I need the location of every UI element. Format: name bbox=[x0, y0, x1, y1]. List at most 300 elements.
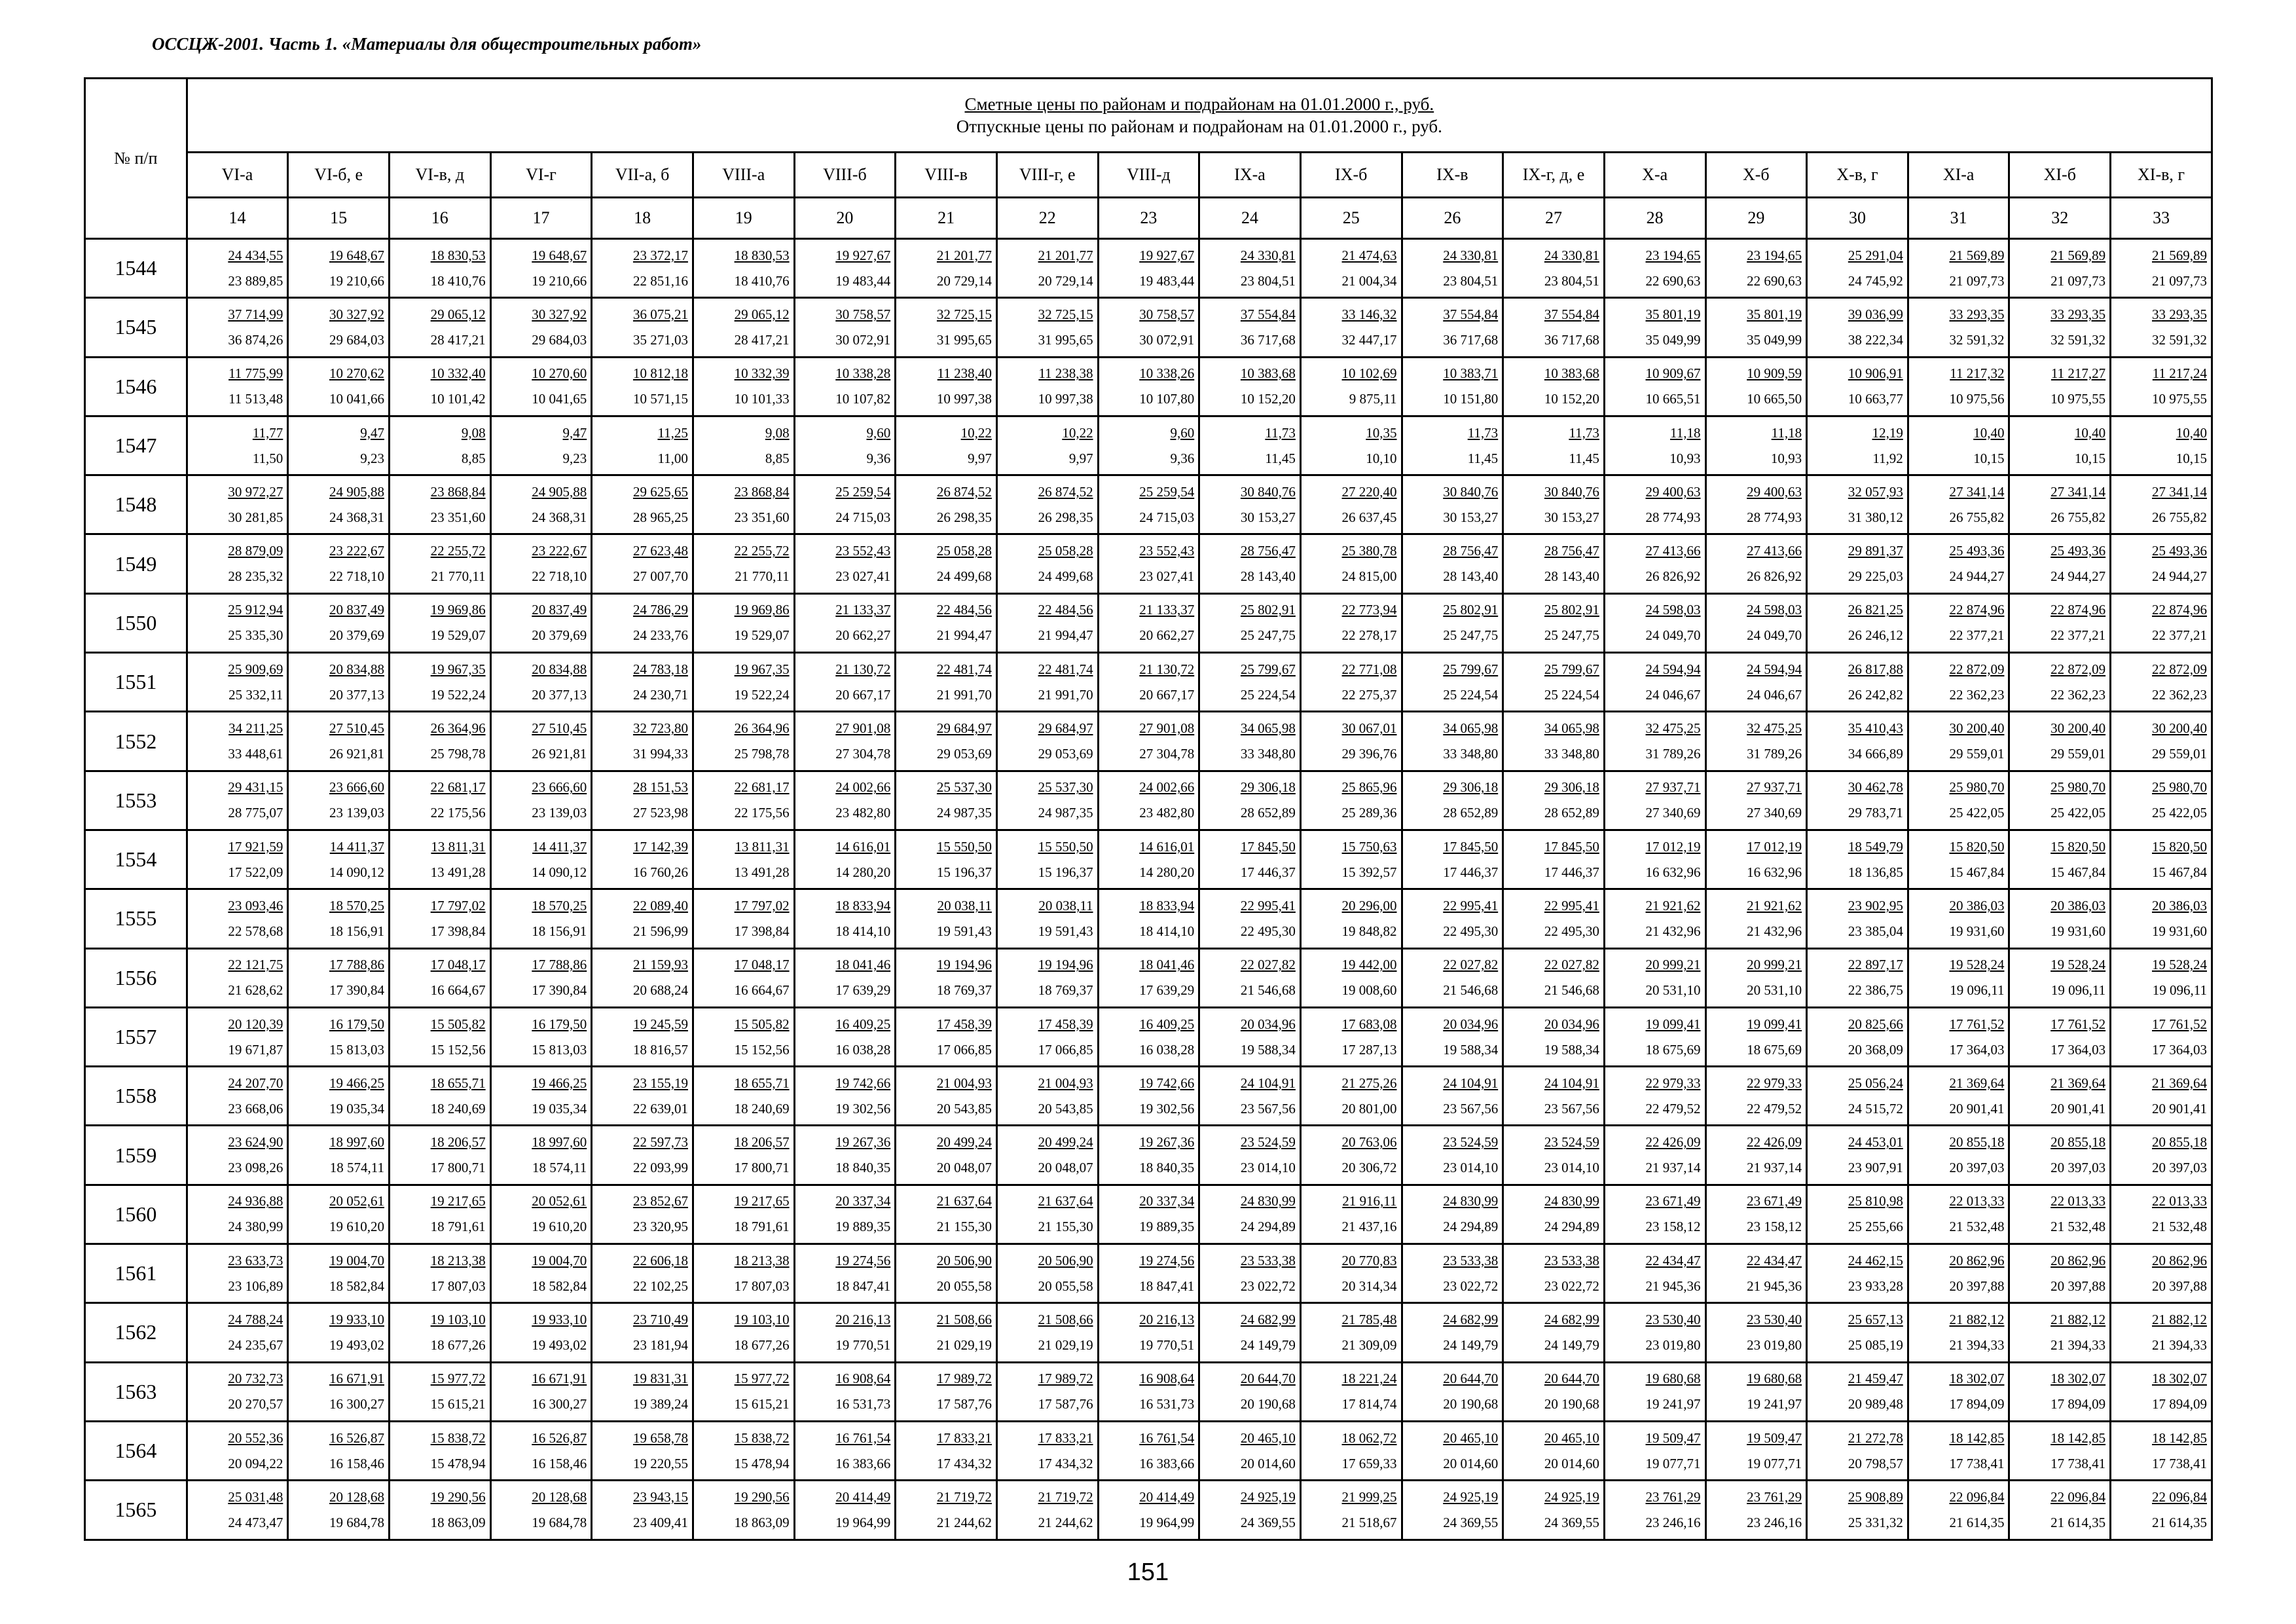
release-price: 23 158,12 bbox=[1747, 1219, 1802, 1235]
estimate-price: 25 980,70 bbox=[2050, 779, 2106, 796]
price-cell bbox=[187, 357, 288, 416]
price-cell bbox=[2111, 712, 2212, 771]
price-cell bbox=[1402, 889, 1503, 948]
price-cell bbox=[1300, 534, 1402, 593]
release-price: 10 975,55 bbox=[2050, 391, 2106, 407]
price-cell bbox=[389, 948, 490, 1007]
release-price: 23 139,03 bbox=[532, 805, 587, 821]
release-price: 21 991,70 bbox=[1038, 686, 1093, 703]
price-cell bbox=[1807, 948, 1908, 1007]
release-price: 20 397,88 bbox=[2152, 1278, 2207, 1294]
estimate-price: 19 004,70 bbox=[532, 1252, 587, 1268]
price-cell bbox=[693, 1481, 794, 1540]
estimate-price: 19 194,96 bbox=[936, 957, 992, 973]
estimate-price: 22 606,18 bbox=[632, 1252, 688, 1268]
estimate-price: 26 817,88 bbox=[1848, 661, 1903, 677]
release-price: 20 379,69 bbox=[532, 627, 587, 644]
estimate-price: 24 598,03 bbox=[1645, 602, 1701, 618]
release-price: 19 964,99 bbox=[1139, 1514, 1195, 1530]
row-number: 1546 bbox=[85, 357, 187, 416]
release-price: 17 434,32 bbox=[936, 1455, 992, 1471]
estimate-price: 23 671,49 bbox=[1645, 1193, 1701, 1209]
estimate-price: 22 013,33 bbox=[2152, 1193, 2207, 1209]
price-cell bbox=[2009, 475, 2111, 534]
price-cell bbox=[1402, 1362, 1503, 1421]
estimate-price: 22 096,84 bbox=[2050, 1488, 2106, 1505]
release-price: 20 379,69 bbox=[329, 627, 384, 644]
release-price: 36 717,68 bbox=[1240, 331, 1296, 348]
estimate-price: 32 723,80 bbox=[632, 720, 688, 737]
estimate-price: 10 270,62 bbox=[329, 365, 384, 382]
release-price: 22 495,30 bbox=[1240, 923, 1296, 939]
price-cell bbox=[592, 298, 693, 357]
table-row bbox=[85, 1421, 2212, 1480]
estimate-price: 27 901,08 bbox=[835, 720, 891, 737]
estimate-price: 33 293,35 bbox=[2050, 306, 2106, 322]
estimate-price: 23 194,65 bbox=[1645, 247, 1701, 263]
price-cell bbox=[794, 416, 896, 475]
estimate-price: 24 453,01 bbox=[1848, 1134, 1903, 1151]
price-cell bbox=[1604, 771, 1705, 830]
release-price: 19 096,11 bbox=[2050, 982, 2106, 999]
release-price: 24 944,27 bbox=[2152, 568, 2207, 585]
price-cell bbox=[1807, 653, 1908, 712]
release-price: 25 224,54 bbox=[1443, 686, 1499, 703]
price-cell bbox=[592, 534, 693, 593]
table-row bbox=[85, 830, 2212, 889]
estimate-price: 22 255,72 bbox=[430, 543, 486, 559]
price-cell bbox=[592, 889, 693, 948]
estimate-price: 25 058,28 bbox=[1038, 543, 1093, 559]
release-price: 21 004,34 bbox=[1341, 272, 1397, 289]
price-cell bbox=[1503, 1067, 1605, 1126]
release-price: 11 513,48 bbox=[228, 391, 283, 407]
estimate-price: 16 526,87 bbox=[329, 1430, 384, 1446]
price-cell bbox=[693, 1067, 794, 1126]
release-price: 20 314,34 bbox=[1341, 1278, 1397, 1294]
release-price: 11,50 bbox=[252, 450, 283, 466]
estimate-price: 26 364,96 bbox=[430, 720, 486, 737]
district-header: VIII-в bbox=[896, 153, 997, 198]
page-number: 151 bbox=[1127, 1559, 1169, 1586]
estimate-price: 22 481,74 bbox=[1038, 661, 1093, 677]
table-row bbox=[85, 1185, 2212, 1244]
release-price: 25 422,05 bbox=[2152, 805, 2207, 821]
estimate-price: 27 937,71 bbox=[1645, 779, 1701, 796]
estimate-price: 20 644,70 bbox=[1443, 1371, 1499, 1387]
release-price: 15 615,21 bbox=[734, 1396, 790, 1412]
release-price: 24 499,68 bbox=[936, 568, 992, 585]
estimate-price: 10 383,71 bbox=[1443, 365, 1499, 382]
price-cell bbox=[389, 357, 490, 416]
estimate-price: 17 833,21 bbox=[1038, 1430, 1093, 1446]
table-title bbox=[187, 79, 2212, 153]
price-cell bbox=[187, 1481, 288, 1540]
price-cell bbox=[1402, 534, 1503, 593]
release-price: 19 964,99 bbox=[835, 1514, 891, 1530]
estimate-price: 24 936,88 bbox=[228, 1193, 283, 1209]
release-price: 20 014,60 bbox=[1240, 1455, 1296, 1471]
estimate-price: 18 041,46 bbox=[1139, 957, 1195, 973]
release-price: 17 800,71 bbox=[430, 1160, 486, 1176]
price-cell bbox=[1705, 1481, 1807, 1540]
release-price: 27 304,78 bbox=[1139, 746, 1195, 762]
district-header: Х-в, г bbox=[1807, 153, 1908, 198]
price-cell bbox=[1300, 948, 1402, 1007]
release-price: 25 331,32 bbox=[1848, 1514, 1903, 1530]
estimate-price: 22 434,47 bbox=[1747, 1252, 1802, 1268]
release-price: 17 659,33 bbox=[1341, 1455, 1397, 1471]
price-cell bbox=[1098, 357, 1199, 416]
release-price: 9,97 bbox=[968, 450, 992, 466]
release-price: 27 340,69 bbox=[1645, 805, 1701, 821]
estimate-price: 30 840,76 bbox=[1240, 483, 1296, 500]
estimate-price: 21 719,72 bbox=[936, 1488, 992, 1505]
estimate-price: 23 372,17 bbox=[632, 247, 688, 263]
release-price: 20 270,57 bbox=[228, 1396, 283, 1412]
release-price: 22 578,68 bbox=[228, 923, 283, 939]
release-price: 19 671,87 bbox=[228, 1041, 283, 1058]
release-price: 18 156,91 bbox=[329, 923, 384, 939]
price-cell bbox=[288, 1481, 390, 1540]
estimate-price: 23 633,73 bbox=[228, 1252, 283, 1268]
estimate-price: 19 274,56 bbox=[1139, 1252, 1195, 1268]
release-price: 30 153,27 bbox=[1443, 509, 1499, 525]
price-cell bbox=[2111, 239, 2212, 298]
release-price: 20 397,03 bbox=[2050, 1160, 2106, 1176]
release-price: 19 302,56 bbox=[835, 1100, 891, 1116]
release-price: 16 531,73 bbox=[1139, 1396, 1195, 1412]
estimate-price: 10 102,69 bbox=[1341, 365, 1397, 382]
price-cell bbox=[592, 1244, 693, 1303]
column-number: 27 bbox=[1503, 198, 1605, 239]
release-price: 20 014,60 bbox=[1544, 1455, 1599, 1471]
release-price: 26 298,35 bbox=[1038, 509, 1093, 525]
price-cell bbox=[389, 1481, 490, 1540]
release-price: 20 901,41 bbox=[1949, 1100, 2005, 1116]
estimate-price: 23 710,49 bbox=[632, 1311, 688, 1327]
estimate-price: 18 221,24 bbox=[1341, 1371, 1397, 1387]
price-cell bbox=[2009, 948, 2111, 1007]
estimate-price: 19 194,96 bbox=[1038, 957, 1093, 973]
release-price: 19 522,24 bbox=[734, 686, 790, 703]
estimate-price: 24 925,19 bbox=[1544, 1488, 1599, 1505]
price-cell bbox=[288, 1303, 390, 1362]
estimate-price: 18 142,85 bbox=[2152, 1430, 2207, 1446]
release-price: 23 933,28 bbox=[1848, 1278, 1903, 1294]
release-price: 21 394,33 bbox=[2152, 1337, 2207, 1353]
price-cell bbox=[693, 298, 794, 357]
estimate-price: 19 267,36 bbox=[835, 1134, 891, 1151]
estimate-price: 20 763,06 bbox=[1341, 1134, 1397, 1151]
price-cell bbox=[2009, 771, 2111, 830]
release-price: 11,92 bbox=[1872, 450, 1903, 466]
estimate-price: 25 799,67 bbox=[1443, 661, 1499, 677]
price-cell bbox=[389, 1421, 490, 1480]
release-price: 19 588,34 bbox=[1443, 1041, 1499, 1058]
price-cell bbox=[1199, 357, 1301, 416]
estimate-price: 19 217,65 bbox=[734, 1193, 790, 1209]
table-row bbox=[85, 771, 2212, 830]
price-cell bbox=[1300, 653, 1402, 712]
price-cell bbox=[693, 1303, 794, 1362]
price-cell bbox=[996, 1067, 1098, 1126]
table-row bbox=[85, 948, 2212, 1007]
release-price: 9 875,11 bbox=[1349, 391, 1397, 407]
release-price: 29 053,69 bbox=[936, 746, 992, 762]
estimate-price: 25 056,24 bbox=[1848, 1075, 1903, 1091]
district-header: XI-б bbox=[2009, 153, 2111, 198]
release-price: 23 482,80 bbox=[1139, 805, 1195, 821]
estimate-price: 20 506,90 bbox=[1038, 1252, 1093, 1268]
estimate-price: 24 104,91 bbox=[1443, 1075, 1499, 1091]
release-price: 8,85 bbox=[461, 450, 486, 466]
release-price: 17 390,84 bbox=[532, 982, 587, 999]
price-cell bbox=[693, 1185, 794, 1244]
estimate-price: 18 997,60 bbox=[329, 1134, 384, 1151]
price-cell bbox=[1604, 1007, 1705, 1066]
price-cell bbox=[389, 416, 490, 475]
estimate-price: 33 146,32 bbox=[1341, 306, 1397, 322]
release-price: 19 241,97 bbox=[1645, 1396, 1701, 1412]
release-price: 24 944,27 bbox=[2050, 568, 2106, 585]
price-cell bbox=[1604, 239, 1705, 298]
price-cell bbox=[288, 889, 390, 948]
price-cell bbox=[1807, 1185, 1908, 1244]
price-cell bbox=[996, 357, 1098, 416]
release-price: 18 791,61 bbox=[430, 1219, 486, 1235]
price-cell bbox=[896, 1244, 997, 1303]
price-cell bbox=[389, 1067, 490, 1126]
estimate-price: 16 761,54 bbox=[835, 1430, 891, 1446]
price-cell bbox=[1300, 357, 1402, 416]
release-price: 28 417,21 bbox=[430, 331, 486, 348]
release-price: 31 995,65 bbox=[1038, 331, 1093, 348]
price-cell bbox=[187, 239, 288, 298]
estimate-price: 10 906,91 bbox=[1848, 365, 1903, 382]
price-cell bbox=[1604, 653, 1705, 712]
price-cell bbox=[2009, 534, 2111, 593]
release-price: 15 467,84 bbox=[2152, 864, 2207, 880]
price-cell bbox=[1807, 889, 1908, 948]
estimate-price: 22 771,08 bbox=[1341, 661, 1397, 677]
release-price: 21 596,99 bbox=[632, 923, 688, 939]
release-price: 22 851,16 bbox=[632, 272, 688, 289]
column-number: 29 bbox=[1705, 198, 1807, 239]
release-price: 19 035,34 bbox=[329, 1100, 384, 1116]
estimate-price: 27 341,14 bbox=[1949, 483, 2005, 500]
release-price: 36 717,68 bbox=[1443, 331, 1499, 348]
estimate-price: 29 400,63 bbox=[1645, 483, 1701, 500]
release-price: 27 340,69 bbox=[1747, 805, 1802, 821]
estimate-price: 20 837,49 bbox=[329, 602, 384, 618]
release-price: 10 665,51 bbox=[1645, 391, 1701, 407]
price-cell bbox=[1098, 889, 1199, 948]
price-cell bbox=[187, 475, 288, 534]
release-price: 26 755,82 bbox=[2152, 509, 2207, 525]
release-price: 22 377,21 bbox=[2152, 627, 2207, 644]
release-price: 29 684,03 bbox=[532, 331, 587, 348]
price-cell bbox=[187, 1185, 288, 1244]
price-cell bbox=[1402, 1481, 1503, 1540]
column-number: 28 bbox=[1604, 198, 1705, 239]
estimate-price: 20 337,34 bbox=[835, 1193, 891, 1209]
release-price: 19 770,51 bbox=[1139, 1337, 1195, 1353]
price-cell bbox=[1503, 416, 1605, 475]
release-price: 19 889,35 bbox=[1139, 1219, 1195, 1235]
release-price: 24 499,68 bbox=[1038, 568, 1093, 585]
release-price: 21 945,36 bbox=[1645, 1278, 1701, 1294]
release-price: 21 097,73 bbox=[2152, 272, 2207, 289]
price-cell bbox=[1705, 1007, 1807, 1066]
estimate-price: 15 505,82 bbox=[734, 1016, 790, 1032]
estimate-price: 36 075,21 bbox=[632, 306, 688, 322]
release-price: 22 495,30 bbox=[1544, 923, 1599, 939]
release-price: 19 241,97 bbox=[1747, 1396, 1802, 1412]
price-cell bbox=[1908, 771, 2009, 830]
price-cell bbox=[187, 1244, 288, 1303]
release-price: 29 053,69 bbox=[1038, 746, 1093, 762]
price-cell bbox=[1908, 948, 2009, 1007]
estimate-price: 23 533,38 bbox=[1443, 1252, 1499, 1268]
release-price: 20 377,13 bbox=[532, 686, 587, 703]
estimate-price: 17 788,86 bbox=[329, 957, 384, 973]
row-number: 1550 bbox=[85, 593, 187, 652]
price-cell bbox=[794, 1303, 896, 1362]
release-price: 28 774,93 bbox=[1747, 509, 1802, 525]
release-price: 22 278,17 bbox=[1341, 627, 1397, 644]
estimate-price: 19 969,86 bbox=[430, 602, 486, 618]
estimate-price: 20 552,36 bbox=[228, 1430, 283, 1446]
estimate-price: 30 758,57 bbox=[1139, 306, 1195, 322]
release-price: 23 019,80 bbox=[1645, 1337, 1701, 1353]
release-price: 32 591,32 bbox=[1949, 331, 2005, 348]
estimate-price: 25 537,30 bbox=[936, 779, 992, 796]
row-number: 1560 bbox=[85, 1185, 187, 1244]
price-cell bbox=[693, 1244, 794, 1303]
price-cell bbox=[187, 1067, 288, 1126]
release-price: 21 546,68 bbox=[1544, 982, 1599, 999]
estimate-price: 25 657,13 bbox=[1848, 1311, 1903, 1327]
price-cell bbox=[896, 1067, 997, 1126]
release-price: 28 652,89 bbox=[1240, 805, 1296, 821]
release-price: 29 684,03 bbox=[329, 331, 384, 348]
column-number: 26 bbox=[1402, 198, 1503, 239]
release-price: 22 102,25 bbox=[632, 1278, 688, 1294]
release-price: 10 975,56 bbox=[1949, 391, 2005, 407]
release-price: 18 582,84 bbox=[532, 1278, 587, 1294]
district-header: Х-а bbox=[1604, 153, 1705, 198]
estimate-price: 25 980,70 bbox=[1949, 779, 2005, 796]
release-price: 18 675,69 bbox=[1645, 1041, 1701, 1058]
price-cell bbox=[1300, 830, 1402, 889]
row-number: 1552 bbox=[85, 712, 187, 771]
price-cell bbox=[288, 534, 390, 593]
price-cell bbox=[2009, 712, 2111, 771]
release-price: 17 364,03 bbox=[2152, 1041, 2207, 1058]
price-cell bbox=[1908, 475, 2009, 534]
release-price: 30 153,27 bbox=[1544, 509, 1599, 525]
release-price: 24 515,72 bbox=[1848, 1100, 1903, 1116]
release-price: 18 240,69 bbox=[734, 1100, 790, 1116]
estimate-price: 25 909,69 bbox=[228, 661, 283, 677]
price-cell bbox=[1604, 475, 1705, 534]
release-price: 20 798,57 bbox=[1848, 1455, 1903, 1471]
column-number: 16 bbox=[389, 198, 490, 239]
price-cell bbox=[996, 593, 1098, 652]
price-cell bbox=[389, 830, 490, 889]
estimate-price: 19 680,68 bbox=[1645, 1371, 1701, 1387]
release-price: 18 840,35 bbox=[835, 1160, 891, 1176]
estimate-price: 17 048,17 bbox=[430, 957, 486, 973]
price-cell bbox=[1300, 1244, 1402, 1303]
release-price: 23 019,80 bbox=[1747, 1337, 1802, 1353]
release-price: 16 158,46 bbox=[532, 1455, 587, 1471]
estimate-price: 20 296,00 bbox=[1341, 897, 1397, 913]
price-cell bbox=[996, 1185, 1098, 1244]
estimate-price: 29 431,15 bbox=[228, 779, 283, 796]
estimate-price: 11,18 bbox=[1670, 424, 1701, 441]
column-number: 30 bbox=[1807, 198, 1908, 239]
estimate-price: 9,60 bbox=[866, 424, 891, 441]
price-cell bbox=[592, 1421, 693, 1480]
estimate-price: 22 874,96 bbox=[1949, 602, 2005, 618]
price-cell bbox=[693, 593, 794, 652]
estimate-price: 23 902,95 bbox=[1848, 897, 1903, 913]
estimate-price: 18 213,38 bbox=[430, 1252, 486, 1268]
price-cell bbox=[1807, 1007, 1908, 1066]
release-price: 22 362,23 bbox=[2050, 686, 2106, 703]
estimate-price: 20 034,96 bbox=[1240, 1016, 1296, 1032]
column-number: 25 bbox=[1300, 198, 1402, 239]
release-price: 20 377,13 bbox=[329, 686, 384, 703]
release-price: 15 813,03 bbox=[329, 1041, 384, 1058]
estimate-price: 25 493,36 bbox=[1949, 543, 2005, 559]
release-price: 19 210,66 bbox=[329, 272, 384, 289]
estimate-price: 22 027,82 bbox=[1544, 957, 1599, 973]
price-cell bbox=[996, 475, 1098, 534]
estimate-price: 17 845,50 bbox=[1544, 838, 1599, 855]
column-number: 23 bbox=[1098, 198, 1199, 239]
price-cell bbox=[693, 1007, 794, 1066]
release-price: 10 041,66 bbox=[329, 391, 384, 407]
release-price: 21 518,67 bbox=[1341, 1514, 1397, 1530]
price-cell bbox=[1199, 889, 1301, 948]
price-cell bbox=[187, 771, 288, 830]
estimate-price: 30 200,40 bbox=[2050, 720, 2106, 737]
price-cell bbox=[1402, 1421, 1503, 1480]
price-cell bbox=[1705, 653, 1807, 712]
estimate-price: 22 979,33 bbox=[1645, 1075, 1701, 1091]
estimate-price: 23 533,38 bbox=[1240, 1252, 1296, 1268]
estimate-price: 37 554,84 bbox=[1544, 306, 1599, 322]
price-cell bbox=[1807, 416, 1908, 475]
row-number: 1559 bbox=[85, 1126, 187, 1185]
release-price: 19 588,34 bbox=[1240, 1041, 1296, 1058]
estimate-price: 22 027,82 bbox=[1240, 957, 1296, 973]
release-price: 18 863,09 bbox=[734, 1514, 790, 1530]
estimate-price: 29 400,63 bbox=[1747, 483, 1802, 500]
price-cell bbox=[2009, 1421, 2111, 1480]
estimate-price: 37 714,99 bbox=[228, 306, 283, 322]
price-cell bbox=[896, 653, 997, 712]
estimate-price: 20 855,18 bbox=[2152, 1134, 2207, 1151]
release-price: 21 394,33 bbox=[2050, 1337, 2106, 1353]
estimate-price: 20 052,61 bbox=[532, 1193, 587, 1209]
estimate-price: 23 868,84 bbox=[734, 483, 790, 500]
release-price-title: Отпускные цены по районам и подрайонам на 01.01.2000 г., руб. bbox=[956, 117, 1442, 136]
release-price: 28 775,07 bbox=[228, 805, 283, 821]
